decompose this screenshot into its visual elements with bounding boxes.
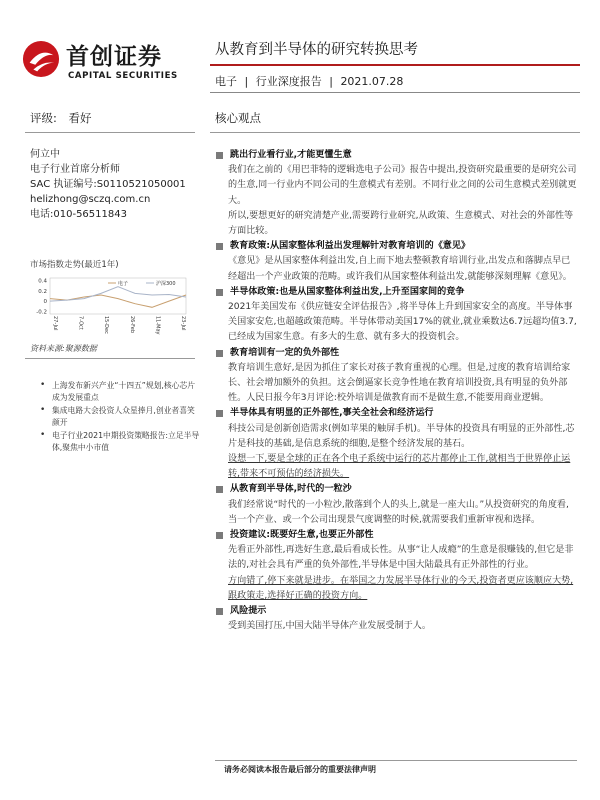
section-heading (215, 285, 577, 300)
related-report-item[interactable]: • 上海发布新兴产业“十四五”规划,核心芯片成为发展重点 (40, 380, 200, 403)
analyst-sac: SAC 执证编号:S0110521050001 (30, 179, 186, 190)
series-line-electronics (50, 295, 186, 307)
report-meta (215, 73, 403, 89)
paragraph-text: 我们经常说“时代的一小粒沙,散落到个人的头上,就是一座大山。”从投资研究的角度看,当一个产业、或一个公司出现景气度调整的时候,就需要我们重新审视和选择。 (228, 499, 569, 525)
section-paragraph (215, 452, 577, 482)
section-paragraph (215, 361, 577, 407)
company-logo (22, 40, 212, 92)
section-heading-text: 风险提示 (230, 606, 267, 617)
paragraph-text: 先看正外部性,再选好生意,最后看成长性。从事“让人成瘾”的生意是很赚钱的,但它是非法的,对社会具有严重的负外部性,半导体是中国大陆最具有正外部性的行业。 (228, 545, 574, 571)
section-paragraph (215, 498, 577, 528)
core-views-title: 核心观点 (215, 111, 261, 125)
y-tick-label: 0.2 (38, 288, 47, 295)
bullet-square-icon (216, 350, 223, 357)
rating-label: 评级: (30, 111, 57, 125)
section-paragraph (215, 209, 577, 239)
x-tick-label: 23-Jul (180, 316, 186, 331)
rating (30, 110, 100, 126)
report-date: 2021.07.28 (340, 75, 404, 88)
header-rule (210, 64, 580, 66)
paragraph-text: 方向错了,停下来就是进步。在举国之力发展半导体行业的今天,投资者更应该顺应大势,跟政策走,选择好正确的投资方向。 (228, 575, 574, 601)
section-heading (215, 406, 577, 421)
x-tick-label: 27-Jul (52, 316, 58, 331)
bullet-square-icon (216, 410, 223, 417)
brand-name-cn: 首创证券 (66, 44, 162, 70)
related-report-item[interactable]: • 电子行业2021中期投资策略报告:立足半导体,聚焦中小市值 (40, 430, 200, 453)
section-heading (215, 604, 577, 619)
section-paragraph (215, 422, 577, 452)
brand-name-en: CAPITAL SECURITIES (68, 71, 178, 81)
core-views-body (215, 148, 577, 635)
chart-source: 资料来源:聚源数据 (30, 344, 97, 353)
left-divider (25, 358, 195, 359)
legend-label: 电子 (118, 281, 129, 287)
footer-disclaimer: 请务必阅读本报告最后部分的重要法律声明 (224, 765, 376, 774)
section-paragraph (215, 574, 577, 604)
bullet-square-icon (216, 289, 223, 296)
paragraph-text: 科技公司是创新创造需求(例如苹果的触屏手机)。半导体的投资具有明显的正外部性,芯片是科技的基础,是信息系统的细胞,是整个经济发展的基石。 (228, 423, 575, 449)
rating-value: 看好 (68, 111, 92, 125)
section-paragraph (215, 619, 577, 634)
header-bottom-rule (210, 92, 580, 93)
paragraph-text: 教育培训生意好,是因为抓住了家长对孩子教育重视的心理。但是,过度的教育培训给家长、社会增加额外的负担。这会倒逼家长竞争性地在教育培训投资,具有明显的负外部性。人民日报今年3月评论:校外培训是做教育而不是做生意,不能要用商业逻辑。 (228, 362, 571, 404)
y-tick-label: 0 (43, 299, 47, 306)
section-heading (215, 148, 577, 163)
bullet-square-icon (216, 152, 223, 159)
section-paragraph (215, 543, 577, 573)
core-divider (210, 132, 580, 133)
section-heading-text: 半导体具有明显的正外部性,事关全社会和经济运行 (230, 408, 434, 419)
paragraph-text: 《意见》是从国家整体利益出发,自上而下地去整顿教育培训行业,出发点和落脚点早已经超出一个产业政策的范畴。或许我们从国家整体利益出发,就能够深刻理解《意见》。 (228, 256, 572, 282)
x-tick-label: 15-Dec (103, 316, 110, 334)
y-tick-label: 0.4 (38, 278, 47, 285)
section-heading (215, 346, 577, 361)
x-tick-label: 26-Feb (128, 316, 135, 334)
section-heading-text: 从教育到半导体,时代的一粒沙 (230, 484, 352, 495)
analyst-title: 电子行业首席分析师 (30, 164, 120, 175)
section-paragraph (215, 300, 577, 346)
section-heading-text: 半导体政策:也是从国家整体利益出发,上升至国家间的竞争 (230, 286, 465, 297)
y-tick-label: -0.2 (36, 309, 47, 316)
analyst-info (30, 147, 186, 222)
section-heading-text: 教育培训有一定的负外部性 (230, 347, 340, 358)
section-heading-text: 跳出行业看行业,才能更懂生意 (230, 150, 352, 160)
related-reports (40, 380, 200, 455)
sector-label: 电子 (215, 75, 237, 88)
section-heading (215, 528, 577, 543)
market-index-chart (28, 272, 190, 336)
left-divider (25, 132, 195, 133)
x-tick-label: 7-Oct (77, 316, 84, 330)
meta-separator: | (244, 75, 249, 88)
analyst-name: 何立中 (30, 149, 60, 160)
section-heading-text: 投资建议:既要好生意,也要正外部性 (230, 530, 374, 541)
analyst-email[interactable]: helizhong@sczq.com.cn (30, 194, 151, 205)
section-heading (215, 482, 577, 497)
section-paragraph (215, 254, 577, 284)
legend-label: 沪深300 (156, 281, 176, 287)
paragraph-text: 受到美国打压,中国大陆半导体产业发展受制于人。 (228, 621, 431, 632)
meta-separator: | (329, 75, 333, 88)
section-heading (215, 239, 577, 254)
paragraph-text: 设想一下,要是全球的正在各个电子系统中运行的芯片都停止工作,就相当于世界停止运转,带来不可预估的经济损失。 (228, 454, 571, 480)
paragraph-text: 2021年美国发布《供应链安全评估报告》,将半导体上升到国家安全的高度。半导体事关国家安危,也超越政策范畴。半导体带动美国17%的就业,就业乘数达6.7远超均值3.7,已经成为国家生意。有多大的生意、就有多大的投资机会。 (228, 302, 577, 343)
bullet-square-icon (216, 608, 223, 615)
chart-title: 市场指数走势(最近1年) (30, 260, 119, 270)
bullet-square-icon (216, 243, 223, 250)
section-paragraph (215, 163, 577, 209)
related-report-item[interactable]: • 集成电路大会投资人众星捧月,创业者喜笑颜开 (40, 405, 200, 428)
bullet-square-icon (216, 532, 223, 539)
footer-rule (215, 760, 577, 761)
capital-securities-logo-icon (22, 40, 60, 78)
x-tick-label: 11-May (154, 316, 161, 335)
section-heading-text: 教育政策:从国家整体利益出发理解针对教育培训的《意见》 (230, 241, 471, 252)
analyst-phone: 电话:010-56511843 (30, 209, 127, 220)
report-title: 从教育到半导体的研究转换思考 (215, 42, 418, 58)
bullet-square-icon (216, 486, 223, 493)
paragraph-text: 我们在之前的《用巴菲特的逻辑选电子公司》报告中提出,投资研究最重要的是研究公司的生意,同一行业内不同公司的生意模式有差别。不同行业之间的公司生意模式差别就更大。 (228, 165, 577, 206)
paragraph-text: 所以,要想更好的研究清楚产业,需要跨行业研究,从政策、生意模式、对社会的外部性等方面比较。 (228, 210, 574, 237)
report-type: 行业深度报告 (255, 75, 322, 88)
